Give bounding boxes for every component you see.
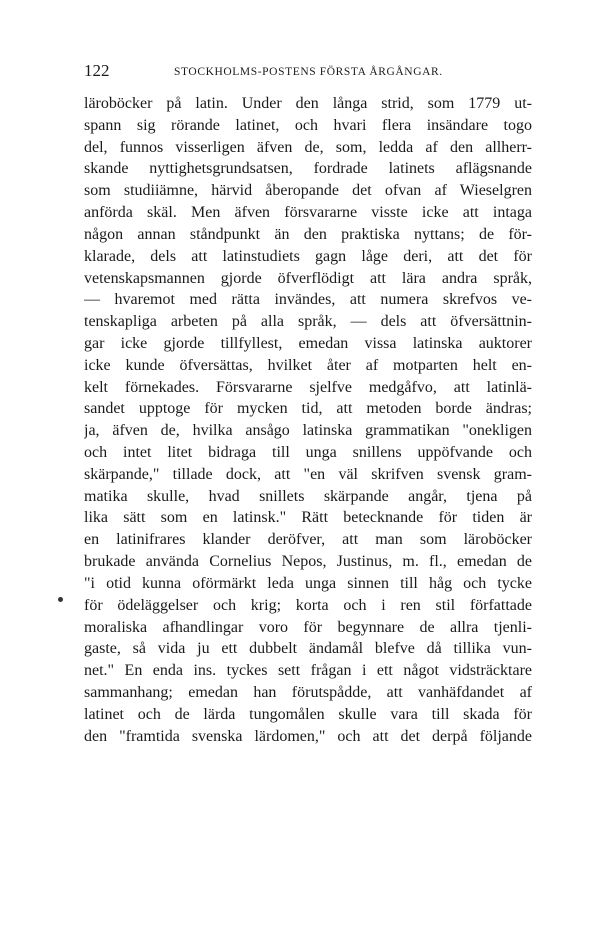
text-line: matika skulle, hvad snillets skärpande angår, tjena på — [84, 487, 532, 505]
text-line: "i otid kunna oförmärkt leda unga sinnen till håg och tycke — [84, 574, 532, 592]
text-line: vetenskapsmannen gjorde öfverflödigt att lära andra språk, — [84, 269, 532, 287]
text-line: en latinifrares klander deröfver, att man som läroböcker — [84, 531, 532, 549]
text-line: någon annan ståndpunkt än den praktiska nyttans; de för- — [84, 225, 532, 243]
text-line: spann sig rörande latinet, och hvari flera insändare togo — [84, 116, 532, 134]
text-line: gaste, så vida ju ett dubbelt ändamål blefve då tillika vun- — [84, 640, 532, 658]
text-line: sammanhang; emedan han förutspådde, att vanhäfdandet af — [84, 683, 532, 701]
running-head: STOCKHOLMS-POSTENS FÖRSTA ÅRGÅNGAR. — [174, 66, 443, 78]
text-line: ja, äfven de, hvilka ansågo latinska grammatikan "onekligen — [84, 422, 532, 440]
text-line: moraliska afhandlingar voro för begynnare de allra tjenli- — [84, 618, 532, 636]
margin-mark — [58, 597, 63, 602]
text-line: gar icke gjorde tillfyllest, emedan vissa latinska auktorer — [84, 334, 532, 352]
text-line: del, funnos visserligen äfven de, som, ledda af den allherr- — [84, 138, 532, 156]
text-line: tenskapliga arbeten på alla språk, — dels att öfversättnin- — [84, 313, 532, 331]
text-line: skärpande," tillade dock, att "en väl skrifven svensk gram- — [84, 465, 532, 483]
page-number: 122 — [84, 61, 110, 80]
text-line: icke kunde öfversättas, hvilket åter af motparten helt en- — [84, 356, 532, 374]
text-line: anförda skäl. Men äfven försvararne visste icke att intaga — [84, 204, 532, 222]
text-line: sandet upptoge för mycken tid, att metoden borde ändras; — [84, 400, 532, 418]
text-line: brukade använda Cornelius Nepos, Justinus, m. fl., emedan de — [84, 553, 532, 571]
text-line: skande nyttighetsgrundsatsen, fordrade latinets aflägsnande — [84, 160, 532, 178]
text-line: kelt förnekades. Försvararne sjelfve medgåfvo, att latinlä- — [84, 378, 532, 396]
body-text — [84, 93, 532, 747]
text-line: för ödeläggelser och krig; korta och i ren stil författade — [84, 596, 532, 614]
text-line: och intet litet bidraga till unga snillens uppöfvande och — [84, 444, 532, 461]
text-line: — hvaremot med rätta invändes, att numera skrefvos ve- — [84, 291, 532, 309]
text-line: latinet och de lärda tungomålen skulle vara till skada för — [84, 705, 532, 723]
text-line: lika sätt som en latinsk." Rätt betecknande för tiden är — [84, 509, 532, 527]
text-line: klarade, dels att latinstudiets gagn låge deri, att det för — [84, 247, 532, 265]
page-header — [84, 60, 534, 82]
text-line: läroböcker på latin. Under den långa strid, som 1779 ut- — [84, 95, 532, 112]
text-line: net." En enda ins. tyckes sett frågan i ett något vidsträcktare — [84, 662, 532, 680]
text-line: den "framtida svenska lärdomen," och att det derpå följande — [84, 727, 532, 745]
text-line: som studiiämne, härvid åberopande det ofvan af Wieselgren — [84, 182, 532, 200]
